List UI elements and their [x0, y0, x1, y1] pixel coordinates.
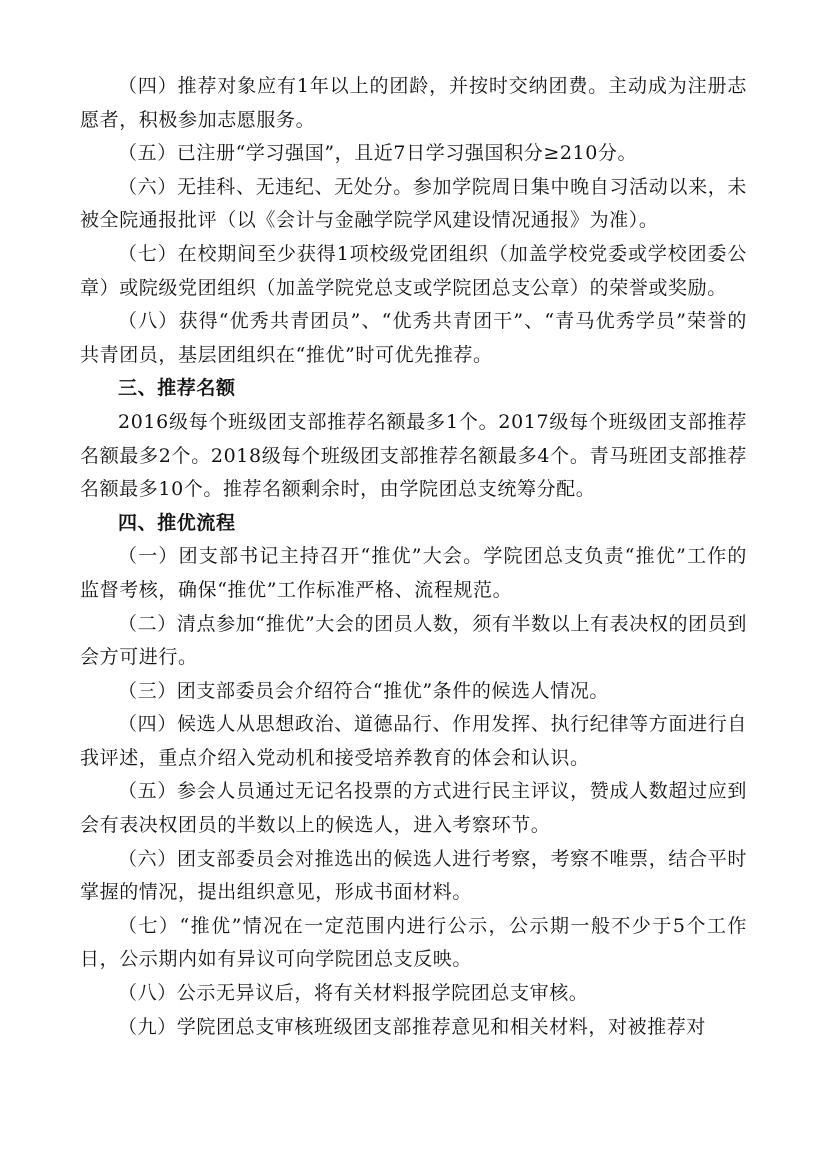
- process-step-5: （五）参会人员通过无记名投票的方式进行民主评议，赞成人数超过应到会有表决权团员的半数以上的候选人，进入考察环节。: [80, 780, 747, 837]
- process-step-1: （一）团支部书记主持召开“推优”大会。学院团总支负责“推优”工作的监督考核，确保“推优”工作标准严格、流程规范。: [80, 545, 747, 601]
- quota-paragraph: 2016级每个班级团支部推荐名额最多1个。2017级每个班级团支部推荐名额最多2个。2018级每个班级团支部推荐名额最多4个。青马班团支部推荐名额最多10个。推荐名额剩余时，由学院团总支统筹分配。: [80, 410, 747, 501]
- document-page: [80, 70, 747, 1044]
- clause-8-priority: （八）获得“优秀共青团员”、“优秀共青团干”、“青马优秀学员”荣誉的共青团员，基层团组织在“推优”时可优先推荐。: [80, 310, 747, 366]
- process-step-8: （八）公示无异议后，将有关材料报学院团总支审核。: [118, 982, 589, 1005]
- clause-7-honors: （七）在校期间至少获得1项校级党团组织（加盖学校党委或学校团委公章）或院级党团组织（加盖学院党总支或学院团总支公章）的荣誉或奖励。: [80, 242, 747, 299]
- section-heading-process: 四、推优流程: [118, 511, 236, 534]
- process-step-9: （九）学院团总支审核班级团支部推荐意见和相关材料，对被推荐对: [118, 1015, 707, 1038]
- section-heading-quota: 三、推荐名额: [118, 377, 236, 400]
- process-step-6: （六）团支部委员会对推选出的候选人进行考察，考察不唯票，结合平时掌握的情况，提出组织意见，形成书面材料。: [80, 847, 747, 904]
- clause-5-study-app: （五）已注册“学习强国”，且近7日学习强国积分≥210分。: [118, 142, 638, 165]
- clause-6-discipline: （六）无挂科、无违纪、无处分。参加学院周日集中晚自习活动以来，未被全院通报批评（以《会计与金融学院学风建设情况通报》为准）。: [80, 175, 747, 232]
- process-step-3: （三）团支部委员会介绍符合“推优”条件的候选人情况。: [118, 679, 610, 702]
- process-step-7: （七）“推优”情况在一定范围内进行公示，公示期一般不少于5个工作日，公示期内如有异议可向学院团总支反映。: [80, 914, 747, 971]
- clause-4-eligibility: （四）推荐对象应有1年以上的团龄，并按时交纳团费。主动成为注册志愿者，积极参加志愿服务。: [80, 75, 747, 131]
- process-step-2: （二）清点参加“推优”大会的团员人数，须有半数以上有表决权的团员到会方可进行。: [80, 612, 747, 669]
- process-step-4: （四）候选人从思想政治、道德品行、作用发挥、执行纪律等方面进行自我评述，重点介绍入党动机和接受培养教育的体会和认识。: [80, 713, 747, 769]
